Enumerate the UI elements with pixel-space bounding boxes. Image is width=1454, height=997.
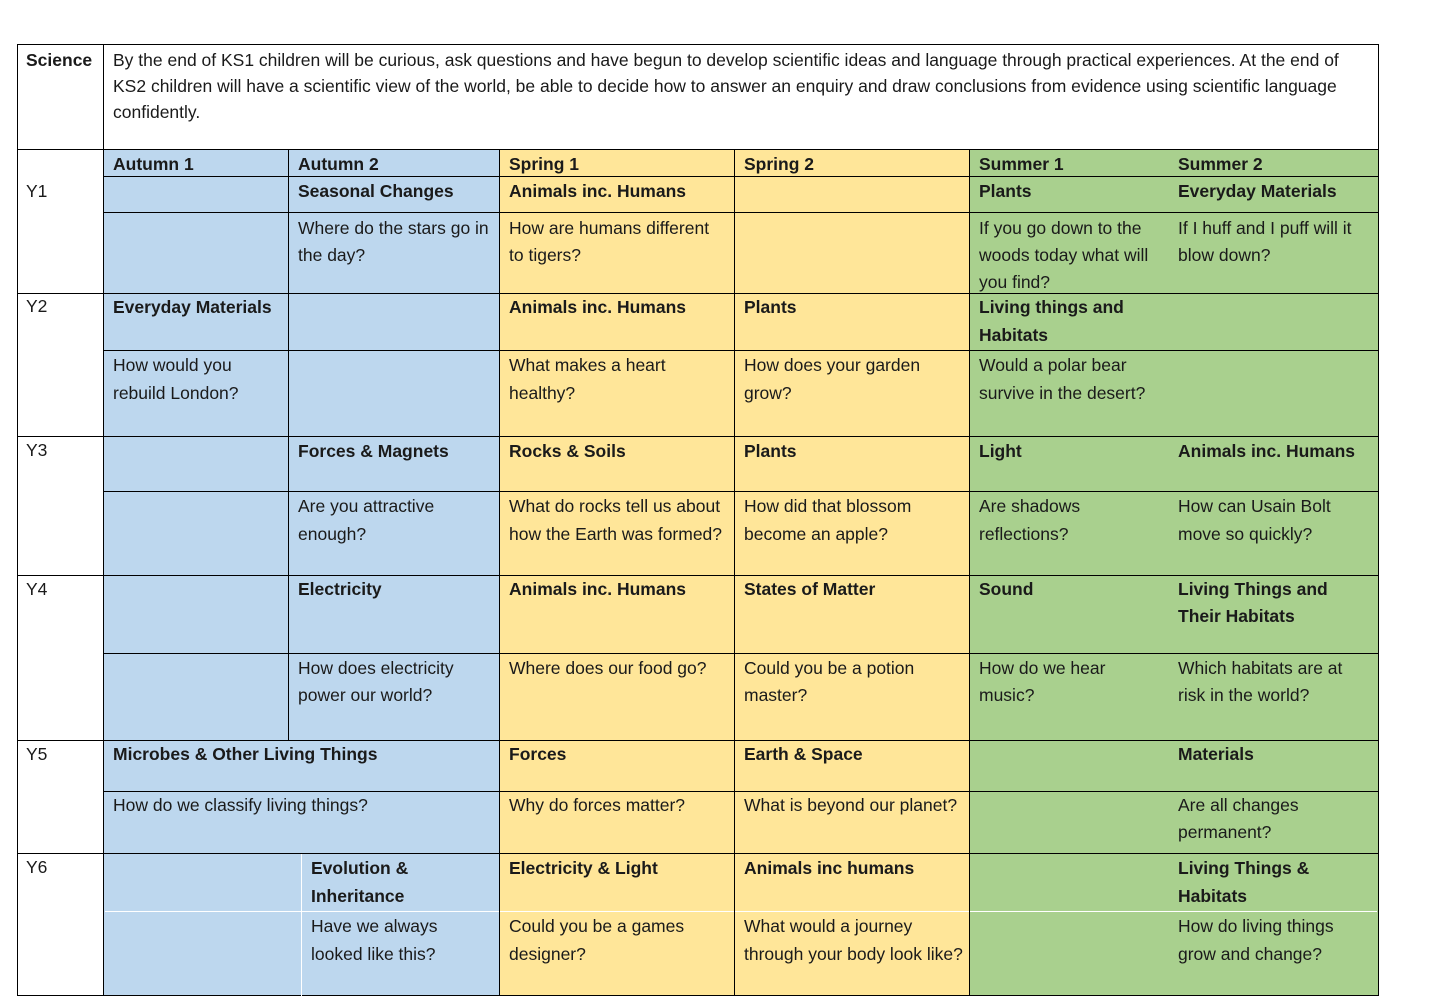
subject-intro: By the end of KS1 children will be curious, ask questions and have begun to develop scientific ideas and language through practical experiences. At the end of KS2 children will have a scientific view of the world, be able to decide how to answer an enquiry and draw conclusions from evidence using scientific language confidently. [113,50,1339,122]
y3-summer1-question: Are shadows reflections? [979,496,1081,544]
y6-spring1-topic: Electricity & Light [509,858,658,878]
y1-summer2-question: If I huff and I puff will it blow down? [1178,218,1352,265]
year-label-y1: Y1 [26,181,48,201]
term-header-spring2: Spring 2 [744,154,815,174]
y4-spring2-question: Could you be a potion master? [744,658,915,705]
rule-y6 [17,853,1379,854]
y2-spring2-topic: Plants [744,297,797,317]
y3-autumn2-topic: Forces & Magnets [298,441,449,461]
y3-spring2-topic: Plants [744,441,797,461]
y4-summer1-question: How do we hear music? [979,658,1106,705]
rule-terms [104,176,1379,177]
rule-year-col [103,44,104,996]
y6-spring2-question: What would a journey through your body look like? [744,916,963,964]
year-label-y2: Y2 [26,296,48,316]
rule-spring-summer [969,149,970,996]
year-label-y4: Y4 [26,579,48,599]
y6-autumn2-topic: Evolution & Inheritance [311,858,409,906]
y4-autumn2-question: How does electricity power our world? [298,658,454,705]
rule-y2-mid [104,350,1379,351]
term-header-autumn2: Autumn 2 [298,154,379,174]
science-curriculum-table [17,44,1379,996]
y4-spring2-topic: States of Matter [744,579,876,599]
term-header-summer1: Summer 1 [979,154,1064,174]
rule-y5 [17,740,1379,741]
y3-summer2-topic: Animals inc. Humans [1178,441,1355,461]
rule-y1-mid [104,212,1379,213]
rule-spring-split [734,149,735,996]
rule-y6-mid [105,911,1377,912]
y1-spring1-question: How are humans different to tigers? [509,218,710,265]
term-header-autumn1: Autumn 1 [113,154,194,174]
y2-spring1-question: What makes a heart healthy? [509,355,666,403]
rule-y6-autumn-split [301,854,302,996]
y1-autumn2-topic: Seasonal Changes [298,181,454,201]
year-label-y5: Y5 [26,744,48,764]
subject-label: Science [26,50,93,70]
year-label-y6: Y6 [26,857,48,877]
y2-spring2-question: How does your garden grow? [744,355,921,403]
y1-summer1-topic: Plants [979,181,1032,201]
y2-spring1-topic: Animals inc. Humans [509,297,686,317]
y6-spring2-topic: Animals inc humans [744,858,915,878]
y3-summer1-topic: Light [979,441,1022,461]
y4-spring1-question: Where does our food go? [509,658,707,678]
y5-autumn-question: How do we classify living things? [113,795,368,815]
y4-autumn2-topic: Electricity [298,579,382,599]
y5-spring2-topic: Earth & Space [744,744,863,764]
rule-autumn-split [288,149,289,741]
rule-y3-mid [104,491,1379,492]
rule-y3 [17,436,1379,437]
term-header-summer2: Summer 2 [1178,154,1263,174]
y1-spring1-topic: Animals inc. Humans [509,181,686,201]
y4-spring1-topic: Animals inc. Humans [509,579,686,599]
y1-summer2-topic: Everyday Materials [1178,181,1337,201]
rule-y5-mid [104,791,1379,792]
y4-summer2-topic: Living Things and Their Habitats [1178,579,1328,626]
table-border-top [17,44,1379,45]
y3-spring1-question: What do rocks tell us about how the Earth was formed? [509,496,723,544]
rule-y4-mid [104,653,1379,654]
y4-summer1-topic: Sound [979,579,1034,599]
y6-autumn2-question: Have we always looked like this? [311,916,438,964]
y3-spring1-topic: Rocks & Soils [509,441,626,461]
rule-header [17,149,1379,150]
y6-summer2-question: How do living things grow and change? [1178,916,1334,964]
y5-summer2-topic: Materials [1178,744,1254,764]
y5-autumn-topic: Microbes & Other Living Things [113,744,378,764]
y4-summer2-question: Which habitats are at risk in the world? [1178,658,1343,705]
rule-y4 [17,575,1379,576]
y2-autumn1-topic: Everyday Materials [113,297,272,317]
y1-summer1-question: If you go down to the woods today what will you find? [979,218,1149,292]
y5-summer2-question: Are all changes permanent? [1178,795,1299,842]
rule-autumn-spring [499,149,500,996]
y6-summer2-topic: Living Things & Habitats [1178,858,1310,906]
y5-spring2-question: What is beyond our planet? [744,795,958,815]
rule-y2 [17,293,1379,294]
y3-spring2-question: How did that blossom become an apple? [744,496,912,544]
y2-summer1-question: Would a polar bear survive in the desert? [979,355,1146,403]
y5-spring1-question: Why do forces matter? [509,795,686,815]
y2-summer1-topic: Living things and Habitats [979,297,1124,345]
table-border-bottom [17,995,1379,996]
term-header-spring1: Spring 1 [509,154,580,174]
y6-spring1-question: Could you be a games designer? [509,916,685,964]
year-label-y3: Y3 [26,440,48,460]
y5-spring1-topic: Forces [509,744,567,764]
y2-autumn1-question: How would you rebuild London? [113,355,239,403]
y1-autumn2-question: Where do the stars go in the day? [298,218,489,265]
y3-summer2-question: How can Usain Bolt move so quickly? [1178,496,1331,544]
y3-autumn2-question: Are you attractive enough? [298,496,435,544]
